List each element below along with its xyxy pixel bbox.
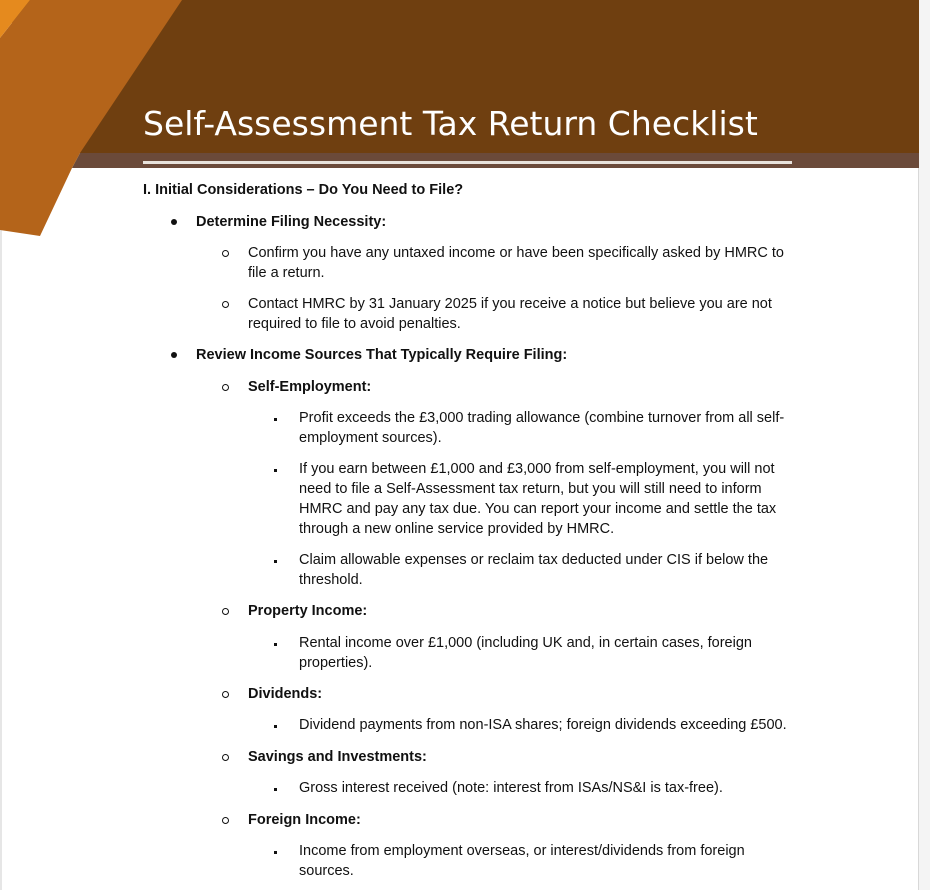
list-item: Rental income over £1,000 (including UK and, in certain cases, foreign [299, 635, 752, 651]
list-item: file a return. [248, 265, 325, 281]
dividends-label: Dividends: [248, 686, 323, 702]
bullet-circle [222, 817, 229, 824]
list-item: through a new online service provided by HMRC. [299, 521, 615, 537]
bullet-circle [222, 384, 229, 391]
foreign-income-label: Foreign Income: [248, 812, 361, 828]
list-item: Income from employment overseas, or interest/dividends from foreign [299, 843, 745, 859]
income-sources-label: Review Income Sources That Typically Require Filing: [196, 347, 568, 363]
list-item: Gross interest received (note: interest from ISAs/NS&I is tax-free). [299, 780, 723, 796]
title-underline [143, 161, 792, 164]
bullet-circle [222, 250, 229, 257]
bullet-disc [171, 352, 177, 358]
page-title: Self-Assessment Tax Return Checklist [143, 104, 758, 143]
list-item: Profit exceeds the £3,000 trading allowance (combine turnover from all self- [299, 410, 785, 426]
list-item: Claim allowable expenses or reclaim tax deducted under CIS if below the [299, 552, 769, 568]
list-item: Contact HMRC by 31 January 2025 if you receive a notice but believe you are not [248, 296, 772, 312]
list-item: required to file to avoid penalties. [248, 316, 461, 332]
section-heading: I. Initial Considerations – Do You Need to File? [143, 182, 464, 198]
bullet-circle [222, 608, 229, 615]
list-item: If you earn between £1,000 and £3,000 from self-employment, you will not [299, 461, 775, 477]
bullet-circle [222, 301, 229, 308]
property-income-label: Property Income: [248, 603, 368, 619]
list-item: Confirm you have any untaxed income or have been specifically asked by HMRC to [248, 245, 784, 261]
list-item: properties). [299, 655, 373, 671]
bullet-square [274, 725, 277, 728]
bullet-square [274, 560, 277, 563]
bullet-square [274, 643, 277, 646]
bullet-square [274, 418, 277, 421]
page-right-margin [918, 0, 930, 890]
list-item: Dividend payments from non-ISA shares; foreign dividends exceeding £500. [299, 717, 787, 733]
list-item: sources. [299, 863, 354, 879]
filing-necessity-label: Determine Filing Necessity: [196, 214, 387, 230]
bullet-square [274, 788, 277, 791]
bullet-circle [222, 754, 229, 761]
savings-label: Savings and Investments: [248, 749, 427, 765]
list-item: employment sources). [299, 430, 442, 446]
bullet-circle [222, 691, 229, 698]
bullet-square [274, 851, 277, 854]
bullet-disc [171, 219, 177, 225]
list-item: need to file a Self-Assessment tax return, but you will still need to inform [299, 481, 762, 497]
self-employment-label: Self-Employment: [248, 379, 372, 395]
bullet-square [274, 469, 277, 472]
list-item: HMRC and pay any tax due. You can report your income and settle the tax [299, 501, 777, 517]
list-item: threshold. [299, 572, 363, 588]
